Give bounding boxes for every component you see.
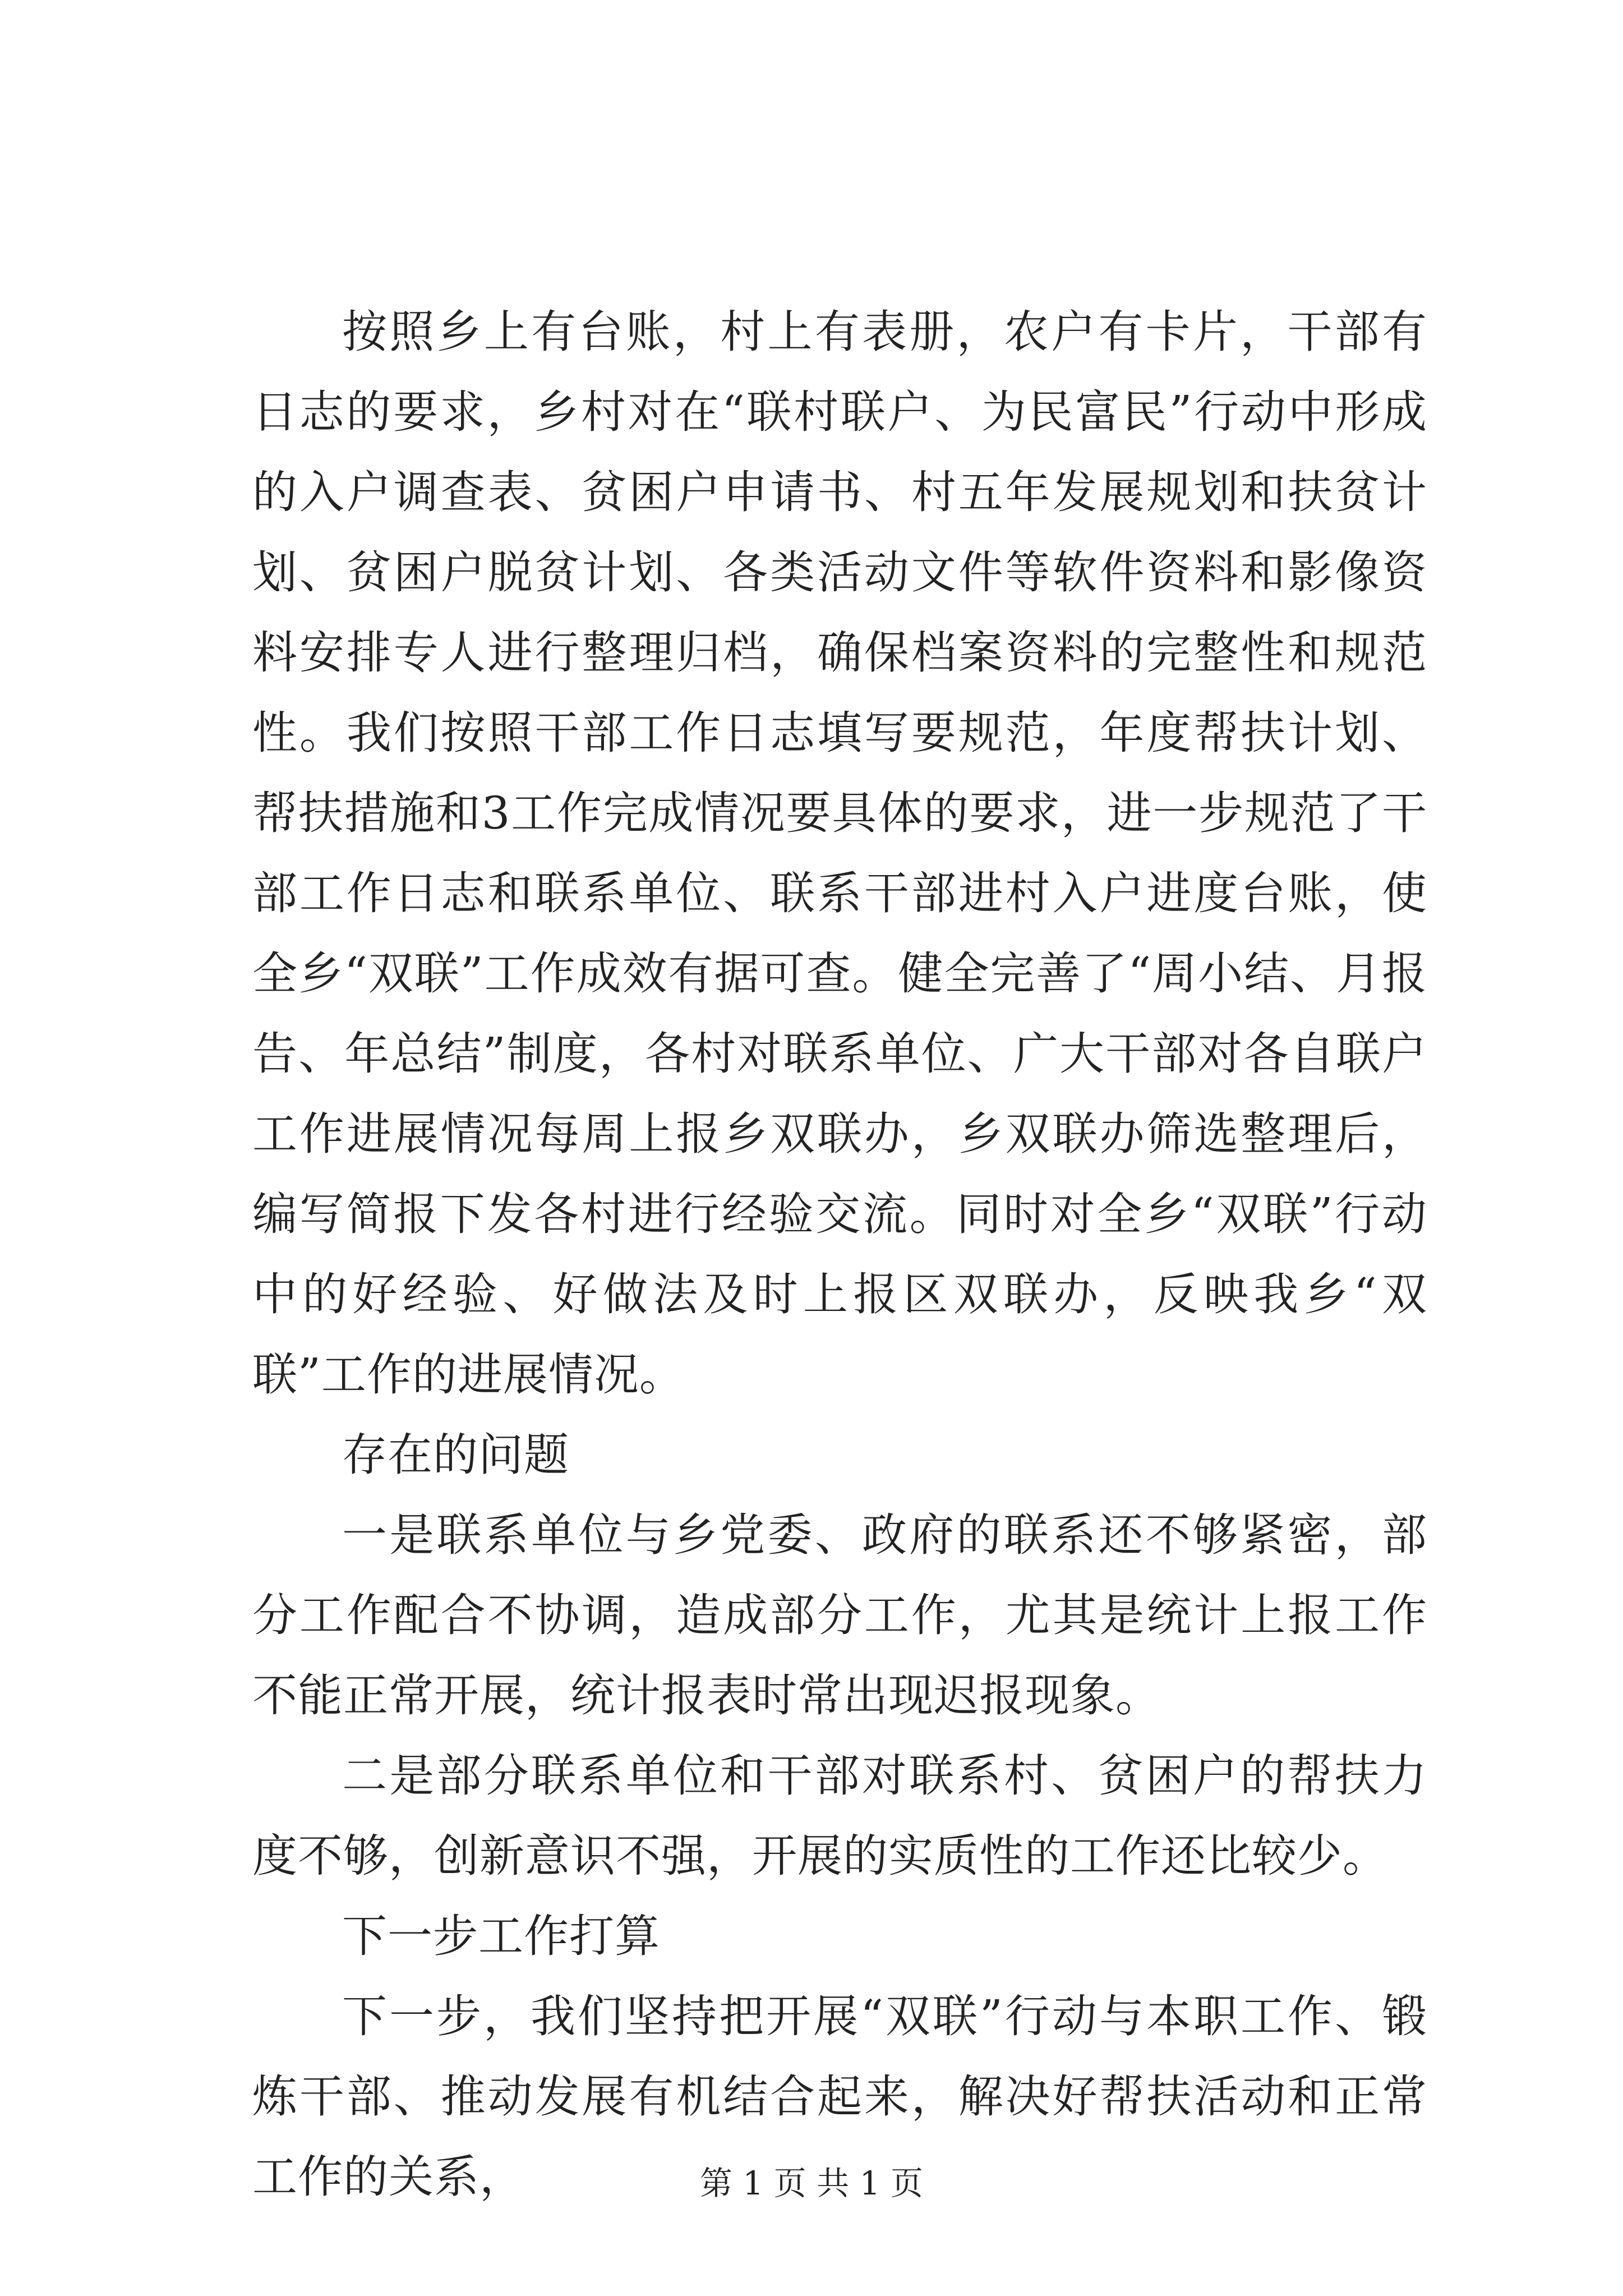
heading-next-steps: 下一步工作打算 [342,1910,660,1962]
paragraph-problem-one: 一是联系单位与乡党委、政府的联系还不够紧密，部分工作配合不协调，造成部分工作，尤其是统计上报工作不能正常开展，统计报表时常出现迟报现象。 [252,1509,1427,1722]
heading-existing-problems: 存在的问题 [342,1429,569,1481]
page-footer: 第 1 页 共 1 页 [700,2164,923,2202]
paragraph-archive-management: 按照乡上有台账，村上有表册，农户有卡片，干部有日志的要求，乡村对在“联村联户、为民富民”行动中形成的入户调查表、贫困户申请书、村五年发展规划和扶贫计划、贫困户脱贫计划、各类活动文件等软件资料和影像资料安排专人进行整理归档，确保档案资料的完整性和规范性。我们按照干部工作日志填写要规范，年度帮扶计划、帮扶措施和3工作完成情况要具体的要求，进一步规范了干部工作日志和联系单位、联系干部进村入户进度台账，使全乡“双联”工作成效有据可查。健全完善了“周小结、月报告、年总结”制度，各村对联系单位、广大干部对各自联户工作进展情况每周上报乡双联办，乡双联办筛选整理后，编写简报下发各村进行经验交流。同时对全乡“双联”行动中的好经验、好做法及时上报区双联办，反映我乡“双联”工作的进展情况。 [252,306,1427,1401]
paragraph-next-steps: 下一步，我们坚持把开展“双联”行动与本职工作、锻炼干部、推动发展有机结合起来，解决好帮扶活动和正常工作的关系， [252,1990,1427,2203]
document-body [252,292,1427,2217]
paragraph-problem-two: 二是部分联系单位和干部对联系村、贫困户的帮扶力度不够，创新意识不强，开展的实质性的工作还比较少。 [252,1750,1427,1882]
